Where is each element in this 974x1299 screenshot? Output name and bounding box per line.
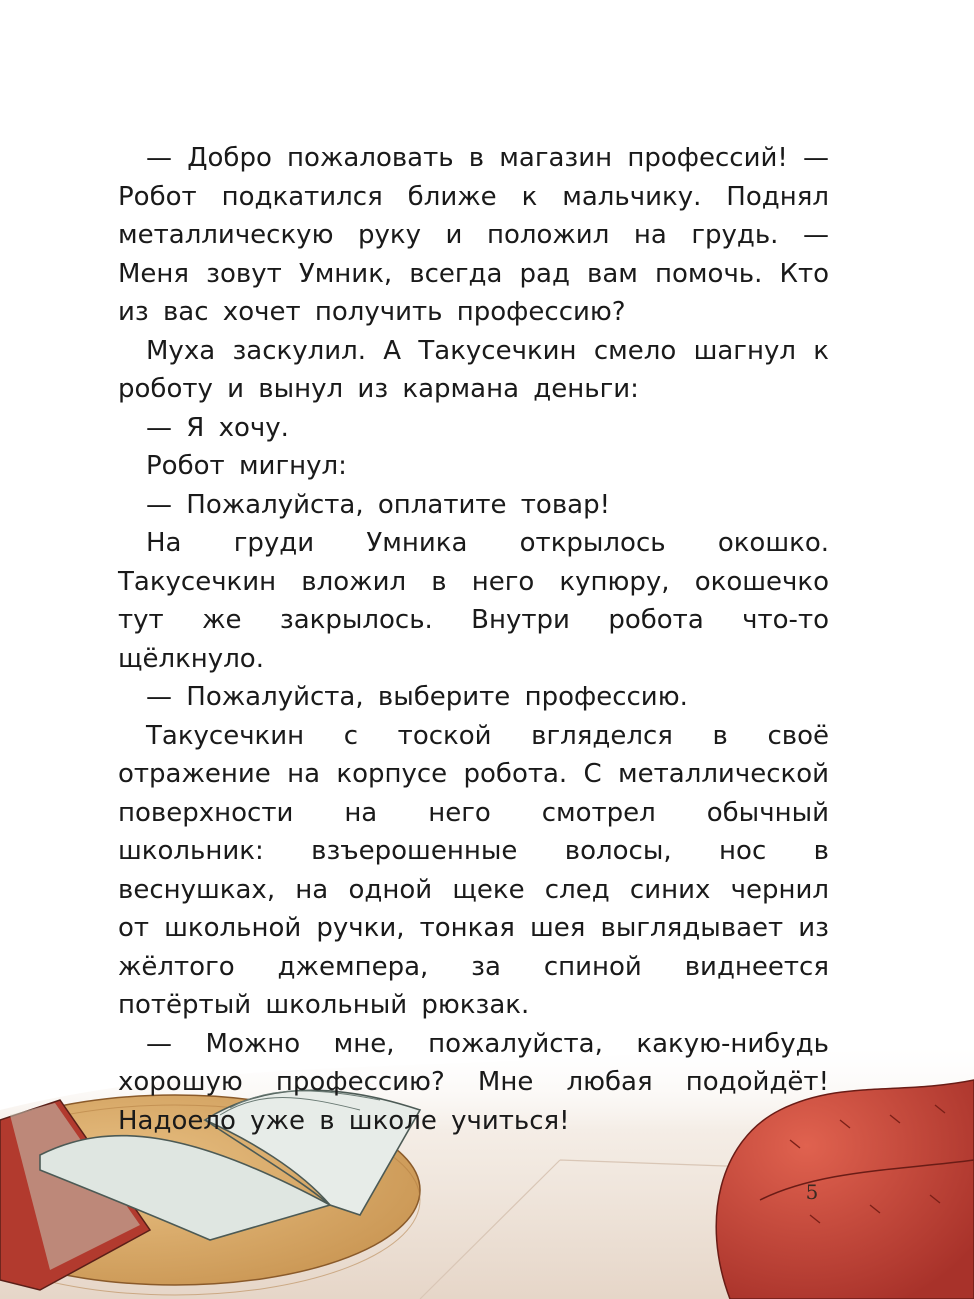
paragraph: — Пожалуйста, оплатите товар! [146,489,611,520]
story-text [118,139,829,1140]
paragraph: — Можно мне, пожалуйста, какую-нибудь хорошую профессию? Мне любая подойдёт! Надоело уже в школе учиться! [118,1028,829,1136]
paragraph: — Я хочу. [146,412,289,443]
paragraph: На груди Умника открылось окошко. Такусечкин вложил в него купюру, окошечко тут же закрылось. Внутри робота что-то щёлкнуло. [118,528,829,674]
paragraph: Такусечкин с тоской вгляделся в своё отражение на корпусе робота. С металлической поверхности на него смотрел обычный школьник: взъерошенные волосы, нос в веснушках, на одной щеке след синих чернил от школьной ручки, тонкая шея выглядывает из жёлтого джемпера, за спиной виднеется потёртый школьный рюкзак. [118,720,829,1020]
paragraph: — Добро пожаловать в магазин профессий! — Робот подкатился ближе к мальчику. Поднял металлическую руку и положил на грудь. — Меня зовут Умник, всегда рад вам помочь. Кто из вас хочет получить профессию? [118,143,829,327]
paragraph: Муха заскулил. А Такусечкин смело шагнул к роботу и вынул из кармана деньги: [118,335,829,404]
page-number: 5 [805,1180,819,1204]
paragraph: — Пожалуйста, выберите профессию. [146,682,688,712]
paragraph: Робот мигнул: [146,451,347,481]
